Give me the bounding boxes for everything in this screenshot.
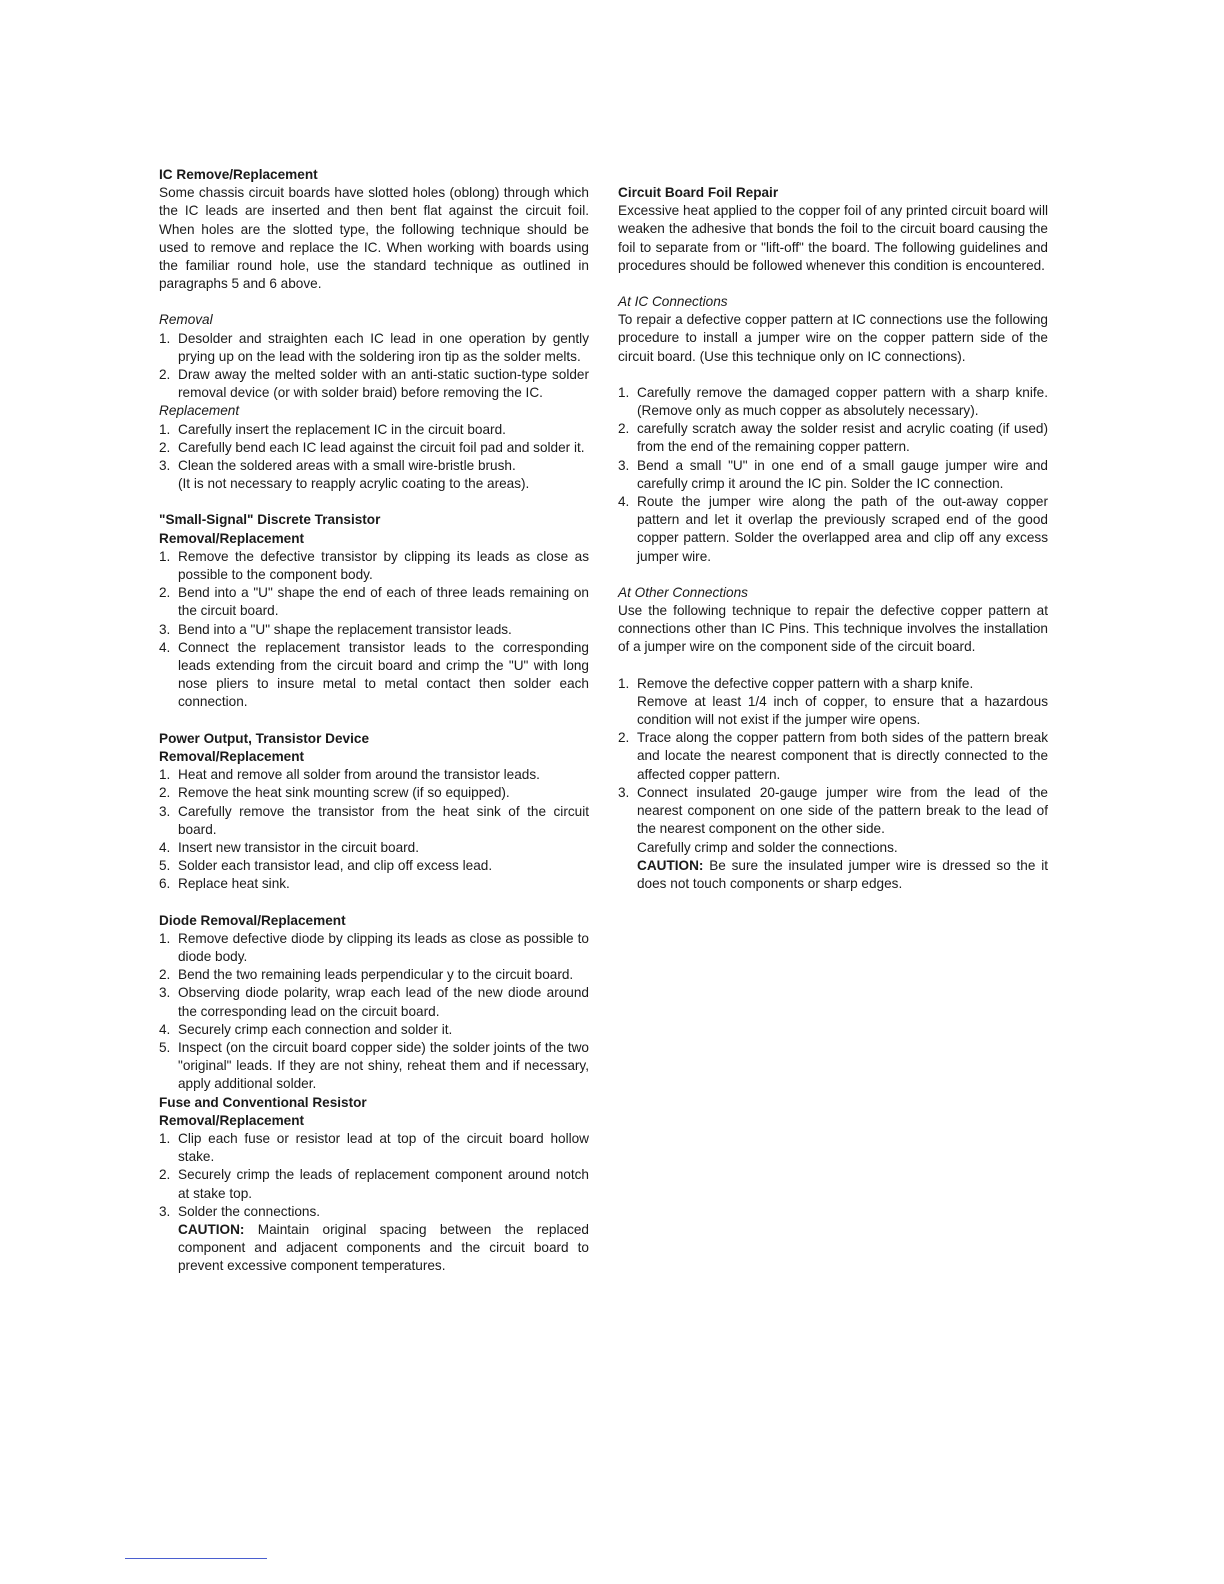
list-item: 2. carefully scratch away the solder resist and acrylic coating (if used) from the end of the remaining copper pattern. [618,421,1048,455]
list-item: 1. Carefully insert the replacement IC in the circuit board. [159,421,506,437]
list-item: 1. Heat and remove all solder from around the transistor leads. [159,767,540,783]
spacer [618,275,1048,293]
right-column [618,166,1048,893]
list-item: 2. Bend into a "U" shape the end of each of three leads remaining on the circuit board. [159,585,589,619]
list-item: 2. Trace along the copper pattern from both sides of the pattern break and locate the nearest component that is directly connected to the affected copper pattern. [618,730,1048,782]
list-item: 2. Remove the heat sink mounting screw (if so equipped). [159,785,510,801]
list-item: 3. Clean the soldered areas with a small wire-bristle brush. [159,458,516,474]
list-item: 3. Bend a small "U" in one end of a small gauge jumper wire and carefully crimp it around the IC pin. Solder the IC connection. [618,457,1048,491]
spacer [159,293,589,311]
spacer [618,657,1048,675]
section-heading-small-signal: "Small-Signal" Discrete Transistor [159,512,381,528]
replacement-subheading: Replacement [159,403,240,419]
section-heading-fuse: Fuse and Conventional Resistor [159,1094,367,1110]
ic-intro-paragraph: Some chassis circuit boards have slotted holes (oblong) through which the IC leads are inserted and then bent flat against the circuit foil. When holes are the slotted type, the following technique should be used to remove and replace the IC. When working with boards using the familiar round hole, use the standard technique as outlined in paragraphs 5 and 6 above. [159,185,589,292]
list-item: 2. Securely crimp the leads of replacement component around notch at stake top. [159,1167,589,1201]
section-heading-diode: Diode Removal/Replacement [159,912,346,928]
replacement-list [159,421,589,476]
list-item: 3. Observing diode polarity, wrap each lead of the new diode around the corresponding lead on the circuit board. [159,985,589,1019]
fuse-list [159,1130,589,1221]
list-item: 2. Carefully bend each IC lead against the circuit foil pad and solder it. [159,439,585,455]
list-item: 3. Solder the connections. [159,1203,321,1219]
list-item: 3. Connect insulated 20-gauge jumper wire from the lead of the nearest component on one side of the pattern break to the lead of the nearest component on the other side. Carefully crimp and solder the connections. CAUTION: Be sure the insulated jumper wire is dressed so the it does not touch components or sharp edges. [618,784,1048,891]
list-item: 5. Inspect (on the circuit board copper side) the solder joints of the two "original" leads. If they are not shiny, reheat them and if necessary, apply additional solder. [159,1039,589,1092]
at-other-intro-paragraph: Use the following technique to repair the defective copper pattern at connections other than IC Pins. This technique involves the installation of a jumper wire on the component side of the circuit board. [618,603,1048,655]
list-item: 4. Connect the replacement transistor leads to the corresponding leads extending from the circuit board and crimp the "U" with long nose pliers to insure metal to metal contact then solder each connection. [159,639,589,710]
list-item: 1. Remove defective diode by clipping its leads as close as possible to diode body. [159,930,589,964]
list-item: 4. Route the jumper wire along the path of the out-away copper pattern and let it overlap the previously scraped end of the good copper pattern. Solder the overlapped area and clip off any excess jumper wire. [618,494,1048,564]
power-output-list [159,766,589,893]
list-item: 5. Solder each transistor lead, and clip off excess lead. [159,858,493,874]
list-item: 1. Remove the defective transistor by clipping its leads as close as possible to the component body. [159,548,589,583]
caution-text: Be sure the insulated jumper wire is dressed so the it does not touch components or sharp edges. [637,857,1048,891]
list-item: 1. Clip each fuse or resistor lead at top of the circuit board hollow stake. [159,1130,589,1165]
list-item: 6. Replace heat sink. [159,876,290,892]
spacer [159,894,589,912]
at-ic-intro-paragraph: To repair a defective copper pattern at IC connections use the following procedure to install a jumper wire on the copper pattern side of the circuit board. (Use this technique only on IC connections). [618,312,1048,364]
list-item: 3. Bend into a "U" shape the replacement transistor leads. [159,621,512,637]
removal-list [159,330,589,403]
list-item: 2. Bend the two remaining leads perpendicular y to the circuit board. [159,967,574,983]
spacer [618,366,1048,384]
footer-rule [125,1558,267,1559]
caution-label: CAUTION: [637,857,704,873]
at-ic-list [618,384,1048,566]
spacer [618,566,1048,584]
section-heading-power-output: Power Output, Transistor Device [159,730,369,746]
left-column [159,166,589,1276]
list-item: 1. Desolder and straighten each IC lead in one operation by gently prying up on the lead with the soldering iron tip as the solder melts. [159,330,589,364]
section-heading-ic-remove: IC Remove/Replacement [159,167,318,182]
spacer [159,493,589,511]
section-heading-foil-repair: Circuit Board Foil Repair [618,185,779,200]
step-note: Carefully crimp and solder the connections. [637,839,898,855]
spacer [618,166,1048,184]
small-signal-list [159,548,589,712]
replacement-note: (It is not necessary to reapply acrylic coating to the areas). [178,476,530,492]
removal-subheading: Removal [159,312,213,328]
section-heading-small-signal-sub: Removal/Replacement [159,530,305,546]
diode-list [159,930,589,1094]
list-item: 3. Carefully remove the transistor from the heat sink of the circuit board. [159,803,589,837]
caution-text: Maintain original spacing between the replaced component and adjacent components and the circuit board to prevent excessive component temperatures. [178,1221,589,1274]
section-heading-power-output-sub: Removal/Replacement [159,748,305,764]
list-item: 1. Carefully remove the damaged copper pattern with a sharp knife. (Remove only as much copper as absolutely necessary). [618,384,1048,419]
section-heading-fuse-sub: Removal/Replacement [159,1112,305,1128]
fuse-caution [159,1221,589,1276]
list-item: 2. Draw away the melted solder with an anti-static suction-type solder removal device (or with solder braid) before removing the IC. [159,367,589,401]
foil-intro-paragraph: Excessive heat applied to the copper foil of any printed circuit board will weaken the adhesive that bonds the foil to the circuit board causing the foil to separate from or "lift-off" the board. The following guidelines and procedures should be followed whenever this condition is encountered. [618,203,1048,273]
list-item: 4. Securely crimp each connection and solder it. [159,1021,453,1037]
at-ic-subheading: At IC Connections [618,294,728,310]
at-other-list [618,675,1048,893]
step-note: Remove at least 1/4 inch of copper, to ensure that a hazardous condition will not exist if the jumper wire opens. [637,693,1048,728]
caution-label: CAUTION: [178,1221,245,1237]
list-item: 1. Remove the defective copper pattern with a sharp knife. Remove at least 1/4 inch of copper, to ensure that a hazardous condition will not exist if the jumper wire opens. [618,675,1048,728]
spacer [159,712,589,730]
at-other-subheading: At Other Connections [618,584,748,600]
list-item: 4. Insert new transistor in the circuit board. [159,839,420,855]
